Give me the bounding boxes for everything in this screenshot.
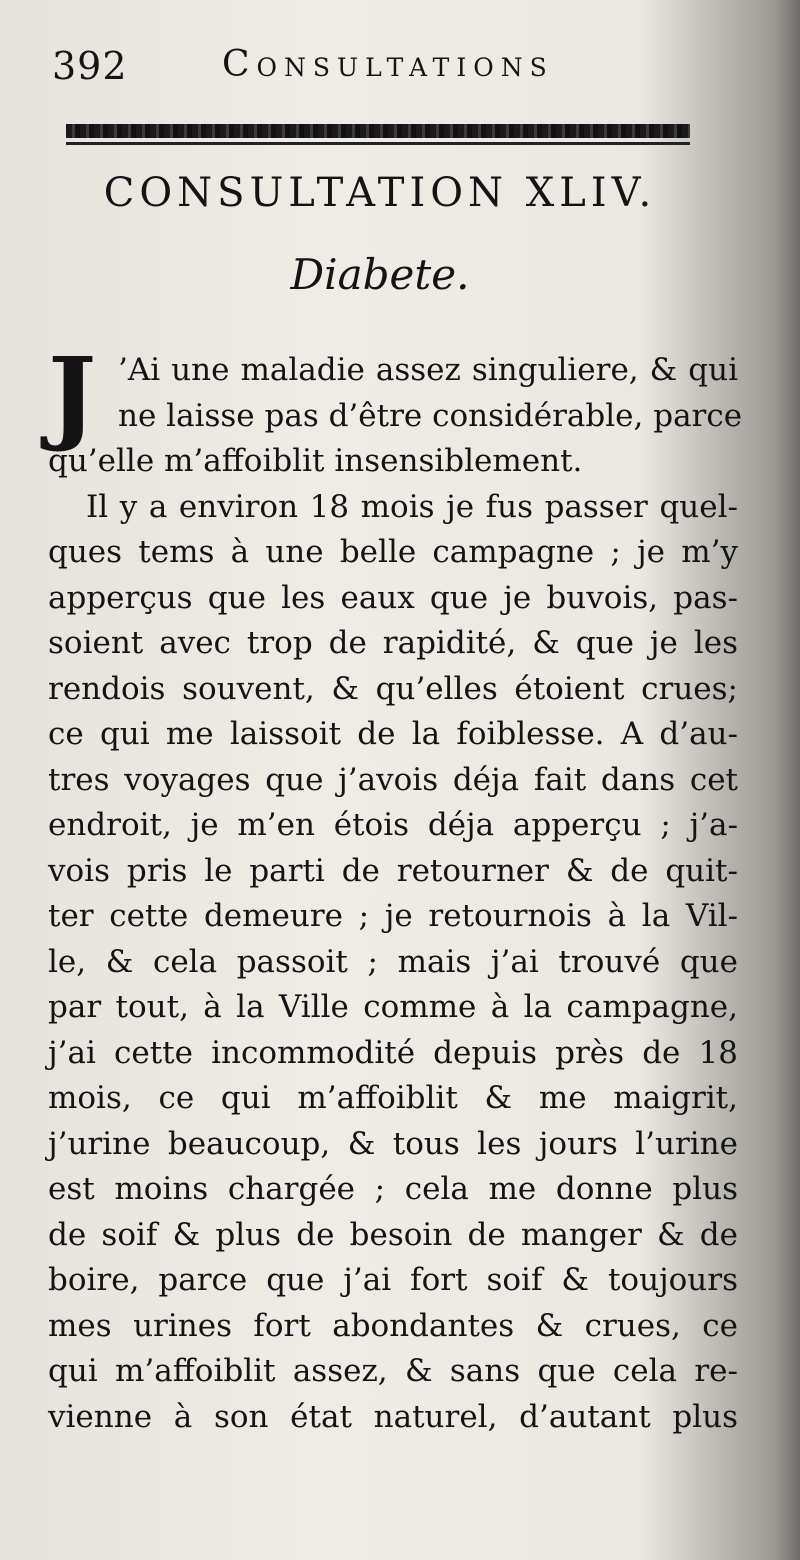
text-line: j’ai cette incommodité depuis près de 18 <box>48 1034 738 1071</box>
text-line: ter cette demeure ; je retournois à la Vil- <box>48 898 738 934</box>
text-line: ce qui me laissoit de la foiblesse. A d’au- <box>48 716 738 752</box>
drop-cap: J <box>48 335 97 455</box>
text-line: Il y a environ 18 mois je fus passer quel- <box>86 488 738 525</box>
ornamental-rule <box>66 124 690 138</box>
text-line: vienne à son état naturel, d’autant plus <box>48 1398 738 1435</box>
body-text <box>48 335 743 1440</box>
text-line: rendois souvent, & qu’elles étoient crues; <box>48 670 738 707</box>
text-line: est moins chargée ; cela me donne plus <box>48 1171 738 1207</box>
running-head <box>52 44 692 94</box>
text-line: ne laisse pas d’être considérable, parce <box>118 397 743 434</box>
text-line: endroit, je m’en étois déja apperçu ; j’a- <box>48 807 738 843</box>
consultation-title: CONSULTATION XLIV. <box>103 170 657 216</box>
text-line: apperçus que les eaux que je buvois, pas- <box>48 579 738 616</box>
text-line: ques tems à une belle campagne ; je m’y <box>48 534 738 570</box>
page-number: 392 <box>52 44 128 88</box>
text-line: tres voyages que j’avois déja fait dans cet <box>48 761 738 798</box>
text-line: j’urine beaucoup, & tous les jours l’urine <box>48 1125 738 1162</box>
consultation-subtitle: Diabete. <box>290 250 470 299</box>
text-line: par tout, à la Ville comme à la campagne, <box>48 989 738 1025</box>
text-line: qui m’affoiblit assez, & sans que cela re- <box>48 1353 738 1389</box>
text-line: le, & cela passoit ; mais j’ai trouvé que <box>48 943 738 980</box>
text-line: de soif & plus de besoin de manger & de <box>48 1216 738 1253</box>
thin-rule <box>66 142 690 145</box>
text-line: mes urines fort abondantes & crues, ce <box>48 1307 738 1344</box>
text-line: mois, ce qui m’affoiblit & me maigrit, <box>48 1080 738 1116</box>
running-title: Consultations <box>222 44 554 85</box>
text-line: ’Ai une maladie assez singuliere, & qui <box>118 352 738 388</box>
text-line: vois pris le parti de retourner & de quit- <box>48 852 738 889</box>
text-line: soient avec trop de rapidité, & que je les <box>48 625 738 661</box>
text-line: boire, parce que j’ai fort soif & toujours <box>48 1262 738 1298</box>
text-line: qu’elle m’affoiblit insensiblement. <box>48 443 583 479</box>
